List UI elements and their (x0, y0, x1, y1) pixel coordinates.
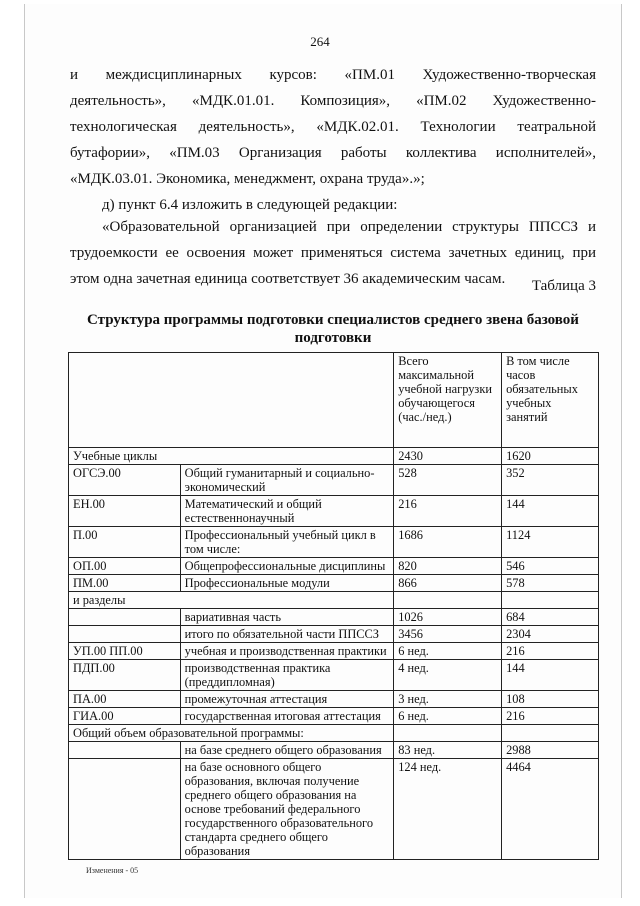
cell-mandatory: 2304 (502, 626, 599, 643)
item-d-text: «Образовательной организацией при определении структуры ППССЗ и трудоемкости ее освоения может применяться система зачетных единиц, при этом одна зачетная единица соответствует 36 академическим часам. (70, 219, 596, 287)
cell-name: Математический и общий естественнонаучный (180, 496, 394, 527)
table-row (69, 725, 599, 742)
table-row (69, 759, 599, 860)
footer-note: Изменения - 05 (86, 866, 139, 875)
header-blank-cell (69, 353, 394, 448)
header-total-load: Всего максимальной учебной нагрузки обучающегося (час./нед.) (394, 353, 502, 448)
cell-total (394, 592, 502, 609)
cell-name: производственная практика (преддипломная) (180, 660, 394, 691)
cell-mandatory: 108 (502, 691, 599, 708)
cell-mandatory: 144 (502, 660, 599, 691)
cell-total: 866 (394, 575, 502, 592)
cell-index: ГИА.00 (69, 708, 181, 725)
cell-name: государственная итоговая аттестация (180, 708, 394, 725)
table-title: Структура программы подготовки специалистов среднего звена базовой подготовки (87, 312, 579, 346)
cell-index (69, 609, 181, 626)
page-number: 264 (310, 34, 330, 49)
cell-total: 6 нед. (394, 643, 502, 660)
cell-total: 83 нед. (394, 742, 502, 759)
cell-name: итого по обязательной части ППССЗ (180, 626, 394, 643)
header-mandatory-hours: В том числе часов обязательных учебных занятий (502, 353, 599, 448)
cell-total: 216 (394, 496, 502, 527)
table-row (69, 592, 599, 609)
table-row (69, 742, 599, 759)
cell-name: Профессиональные модули (180, 575, 394, 592)
cell-name: Профессиональный учебный цикл в том числе: (180, 527, 394, 558)
cell-name: Общепрофессиональные дисциплины (180, 558, 394, 575)
cell-mandatory: 4464 (502, 759, 599, 860)
structure-table (68, 352, 599, 860)
cell-name: Общий гуманитарный и социально-экономический (180, 465, 394, 496)
table-row (69, 465, 599, 496)
cell-mandatory: 2988 (502, 742, 599, 759)
cell-name: вариативная часть (180, 609, 394, 626)
cell-total: 528 (394, 465, 502, 496)
cell-total: 4 нед. (394, 660, 502, 691)
cell-total: 2430 (394, 448, 502, 465)
cell-index: ПДП.00 (69, 660, 181, 691)
cell-index (69, 759, 181, 860)
cell-total: 124 нед. (394, 759, 502, 860)
row-label: Общий объем образовательной программы: (69, 725, 394, 742)
cell-total: 3456 (394, 626, 502, 643)
table-row (69, 626, 599, 643)
table-row (69, 708, 599, 725)
cell-mandatory: 352 (502, 465, 599, 496)
cell-total (394, 725, 502, 742)
intro-paragraph: и междисциплинарных курсов: «ПМ.01 Художественно-творческая деятельность», «МДК.01.01. Композиция», «ПМ.02 Художественно-технологическая деятельность», «МДК.02.01. Технологии театральной бутафории», «ПМ.03 Организация работы коллектива исполнителей», «МДК.03.01. Экономика, менеджмент, охрана труда».»; (70, 67, 596, 187)
cell-name: промежуточная аттестация (180, 691, 394, 708)
cell-mandatory: 684 (502, 609, 599, 626)
table-row (69, 643, 599, 660)
item-d: д) пункт 6.4 изложить в следующей редакции: (102, 197, 398, 213)
cell-total: 820 (394, 558, 502, 575)
cell-index: ПА.00 (69, 691, 181, 708)
cell-total: 3 нед. (394, 691, 502, 708)
cell-name: на базе среднего общего образования (180, 742, 394, 759)
row-label: Учебные циклы (69, 448, 394, 465)
cell-index: П.00 (69, 527, 181, 558)
cell-mandatory: 216 (502, 643, 599, 660)
cell-mandatory: 546 (502, 558, 599, 575)
cell-mandatory: 144 (502, 496, 599, 527)
cell-mandatory: 578 (502, 575, 599, 592)
row-label: и разделы (69, 592, 394, 609)
table-row (69, 660, 599, 691)
cell-total: 1686 (394, 527, 502, 558)
table-row (69, 448, 599, 465)
table-row (69, 609, 599, 626)
table-header-row (69, 353, 599, 448)
table-caption: Таблица 3 (531, 278, 596, 294)
cell-index (69, 626, 181, 643)
table-row (69, 575, 599, 592)
cell-mandatory: 216 (502, 708, 599, 725)
cell-name: на базе основного общего образования, включая получение среднего общего образования на основе требований федерального государственного образовательного стандарта среднего общего образования (180, 759, 394, 860)
cell-mandatory: 1124 (502, 527, 599, 558)
table-row (69, 496, 599, 527)
cell-mandatory: 1620 (502, 448, 599, 465)
cell-name: учебная и производственная практики (180, 643, 394, 660)
table-row (69, 558, 599, 575)
cell-index: ПМ.00 (69, 575, 181, 592)
cell-index (69, 742, 181, 759)
table-row (69, 691, 599, 708)
cell-index: ОП.00 (69, 558, 181, 575)
cell-index: ОГСЭ.00 (69, 465, 181, 496)
cell-total: 6 нед. (394, 708, 502, 725)
cell-total: 1026 (394, 609, 502, 626)
cell-index: ЕН.00 (69, 496, 181, 527)
cell-index: УП.00 ПП.00 (69, 643, 181, 660)
table-row (69, 527, 599, 558)
cell-mandatory (502, 725, 599, 742)
cell-mandatory (502, 592, 599, 609)
